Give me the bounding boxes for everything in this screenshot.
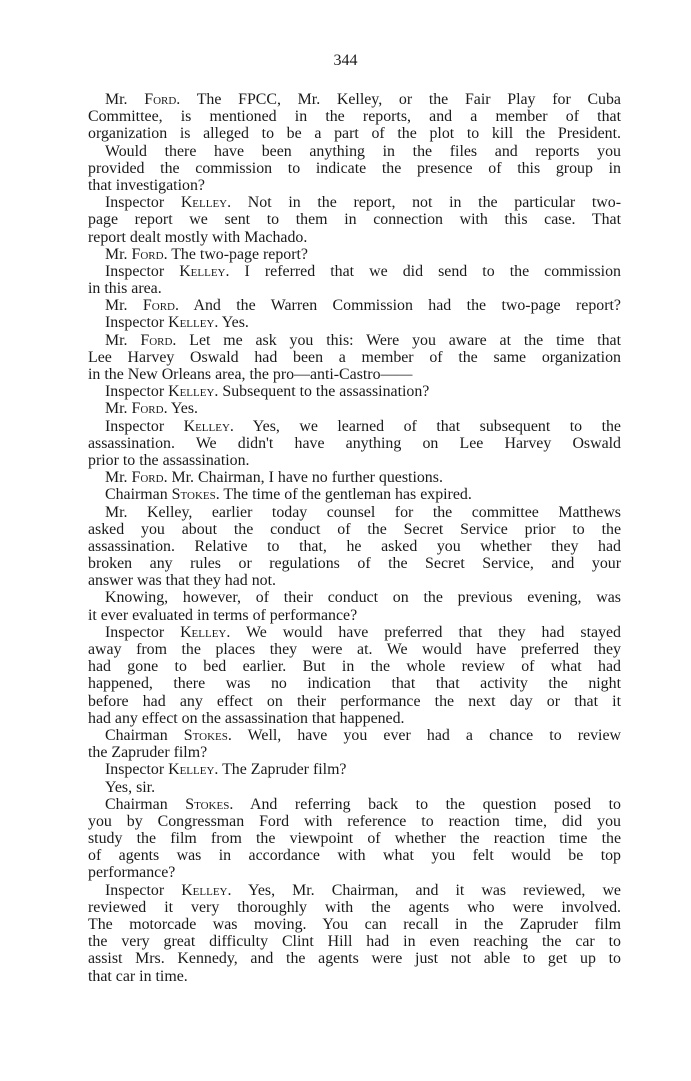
text-line: [88, 589, 621, 606]
text-line: [88, 400, 621, 417]
speaker-name: Kelley: [183, 417, 230, 435]
line-text: answer was that they had not.: [88, 572, 276, 590]
text-line: [88, 761, 621, 778]
line-text: Mr.: [105, 297, 143, 315]
text-line: [88, 830, 621, 847]
text-line: [88, 693, 621, 710]
speaker-name: Stokes: [185, 795, 230, 813]
line-text: Inspector: [105, 417, 184, 435]
speaker-name: Kelley: [180, 623, 227, 641]
text-line: [88, 658, 621, 675]
line-text: assassination. Relative to that, he asked you whether they had: [88, 537, 621, 555]
line-text: before had any effect on their performance the next day or that it: [88, 692, 621, 710]
line-text: . The FPCC, Mr. Kelley, or the Fair Play for Cuba: [176, 91, 621, 108]
text-line: [88, 675, 621, 692]
line-text: reviewed it very thoroughly with the agents who were involved.: [88, 898, 621, 916]
line-text: Inspector: [105, 314, 169, 332]
speaker-name: Kelley: [181, 881, 228, 899]
line-text: . Not in the report, not in the particular two-: [227, 194, 621, 212]
text-line: [88, 950, 621, 967]
line-text: . The two-page report?: [163, 245, 308, 263]
speaker-name: Ford: [142, 297, 175, 315]
speaker-name: Stokes: [183, 726, 228, 744]
line-text: Inspector: [105, 383, 169, 401]
line-text: . Yes.: [163, 400, 199, 418]
text-line: [88, 366, 621, 383]
text-line: [88, 263, 621, 280]
line-text: Knowing, however, of their conduct on the previous evening, was: [105, 589, 621, 607]
text-line: [88, 452, 621, 469]
line-text: Committee, is mentioned in the reports, and a member of that: [88, 108, 621, 126]
line-text: asked you about the conduct of the Secret Service prior to the: [88, 520, 621, 538]
text-line: [88, 607, 621, 624]
line-text: Inspector: [105, 194, 181, 212]
speaker-name: Kelley: [168, 383, 215, 401]
text-line: [88, 899, 621, 916]
speaker-name: Stokes: [171, 486, 216, 504]
speaker-name: Kelley: [168, 761, 215, 779]
line-text: Inspector: [105, 881, 182, 899]
text-line: [88, 933, 621, 950]
line-text: The motorcade was moving. You can recall in the Zapruder film: [88, 916, 621, 933]
line-text: the very great difficulty Clint Hill had in even reaching the car to: [88, 933, 621, 951]
line-text: . Mr. Chairman, I have no further questions.: [163, 469, 443, 487]
text-line: [88, 160, 621, 177]
line-text: Inspector: [105, 262, 180, 280]
line-text: Lee Harvey Oswald had been a member of the same organization: [88, 348, 621, 366]
line-text: Inspector: [105, 761, 169, 779]
line-text: Chairman: [105, 726, 184, 744]
text-line: [88, 796, 621, 813]
text-line: [88, 383, 621, 400]
line-text: . Yes, Mr. Chairman, and it was reviewed, we: [227, 881, 621, 899]
speaker-name: Kelley: [179, 262, 226, 280]
line-text: . And the Warren Commission had the two-page report?: [174, 297, 621, 315]
line-text: prior to the assassination.: [88, 451, 250, 469]
line-text: in the New Orleans area, the pro—anti-Castro——: [88, 366, 413, 383]
line-text: . Well, have you ever had a chance to review: [227, 726, 621, 744]
text-line: [88, 624, 621, 641]
text-line: [88, 297, 621, 314]
line-text: Inspector: [105, 623, 181, 641]
line-text: you by Congressman Ford with reference to reaction time, did you: [88, 812, 621, 830]
line-text: . Subsequent to the assassination?: [214, 383, 430, 401]
text-line: [88, 521, 621, 538]
line-text: that investigation?: [88, 176, 205, 194]
line-text: of agents was in accordance with what you felt would be top: [88, 847, 621, 865]
line-text: broken any rules or regulations of the Secret Service, and your: [88, 555, 621, 573]
text-line: [88, 555, 621, 572]
text-line: [88, 125, 621, 142]
text-line: [88, 349, 621, 366]
line-text: had gone to bed earlier. But in the whole review of what had: [88, 658, 621, 676]
line-text: . The time of the gentleman has expired.: [215, 486, 472, 504]
text-line: [88, 968, 621, 985]
line-text: the Zapruder film?: [88, 744, 208, 762]
line-text: provided the commission to indicate the presence of this group in: [88, 159, 621, 177]
line-text: report dealt mostly with Machado.: [88, 228, 308, 246]
line-text: Mr.: [105, 91, 145, 108]
text-line: [88, 229, 621, 246]
line-text: Mr.: [105, 400, 132, 418]
line-text: . I referred that we did send to the commission: [225, 262, 621, 280]
speaker-name: Kelley: [180, 194, 228, 212]
line-text: . Let me ask you this: Were you aware at the time that: [172, 331, 621, 349]
text-line: [88, 744, 621, 761]
speaker-name: Ford: [131, 400, 164, 418]
line-text: that car in time.: [88, 967, 188, 985]
line-text: Mr.: [105, 469, 132, 487]
text-line: [88, 108, 621, 125]
line-text: organization is alleged to be a part of the plot to kill the President.: [88, 125, 621, 143]
line-text: assassination. We didn't have anything on Lee Harvey Oswald: [88, 434, 621, 452]
line-text: . The Zapruder film?: [214, 761, 347, 779]
line-text: . Yes, we learned of that subsequent to the: [229, 417, 621, 435]
speaker-name: Kelley: [168, 314, 215, 332]
text-line: [88, 572, 621, 589]
text-line: [88, 504, 621, 521]
text-line: [88, 813, 621, 830]
line-text: . And referring back to the question posed to: [229, 795, 621, 813]
speaker-name: Ford: [144, 91, 177, 108]
text-line: [88, 641, 621, 658]
text-line: [88, 847, 621, 864]
line-text: page report we sent to them in connection with this case. That: [88, 211, 621, 229]
line-text: away from the places they were at. We would have preferred they: [88, 641, 621, 658]
line-text: Chairman: [105, 486, 172, 504]
text-line: [88, 91, 621, 108]
text-line: [88, 779, 621, 796]
line-text: . We would have preferred that they had stayed: [226, 623, 621, 641]
line-text: study the film from the viewpoint of whether the reaction time the: [88, 830, 621, 848]
line-text: Chairman: [105, 795, 186, 813]
text-line: [88, 194, 621, 211]
text-line: [88, 246, 621, 263]
text-line: [88, 177, 621, 194]
text-line: [88, 211, 621, 228]
line-text: Would there have been anything in the files and reports you: [105, 142, 621, 160]
line-text: Mr.: [105, 245, 132, 263]
speaker-name: Ford: [131, 469, 164, 487]
text-line: [88, 882, 621, 899]
text-line: [88, 332, 621, 349]
line-text: . Yes.: [214, 314, 249, 332]
speaker-name: Ford: [140, 331, 173, 349]
text-line: [88, 727, 621, 744]
line-text: performance?: [88, 864, 176, 882]
line-text: Mr.: [105, 331, 141, 349]
text-line: [88, 280, 621, 297]
text-line: [88, 710, 621, 727]
line-text: Mr. Kelley, earlier today counsel for the committee Matthews: [105, 503, 621, 521]
text-line: [88, 143, 621, 160]
line-text: it ever evaluated in terms of performance?: [88, 606, 358, 624]
text-line: [88, 435, 621, 452]
text-line: [88, 916, 621, 933]
text-line: [88, 418, 621, 435]
line-text: in this area.: [88, 280, 162, 298]
line-text: Yes, sir.: [105, 778, 156, 796]
speaker-name: Ford: [131, 245, 164, 263]
page-number: 344: [333, 52, 358, 69]
line-text: assist Mrs. Kennedy, and the agents were just not able to get up to: [88, 950, 621, 968]
text-line: [88, 864, 621, 881]
text-line: [88, 538, 621, 555]
text-line: [88, 469, 621, 486]
transcript-body: [88, 91, 621, 985]
line-text: happened, there was no indication that that activity the night: [88, 675, 621, 693]
text-line: [88, 314, 621, 331]
text-line: [88, 486, 621, 503]
line-text: had any effect on the assassination that happened.: [88, 709, 405, 727]
